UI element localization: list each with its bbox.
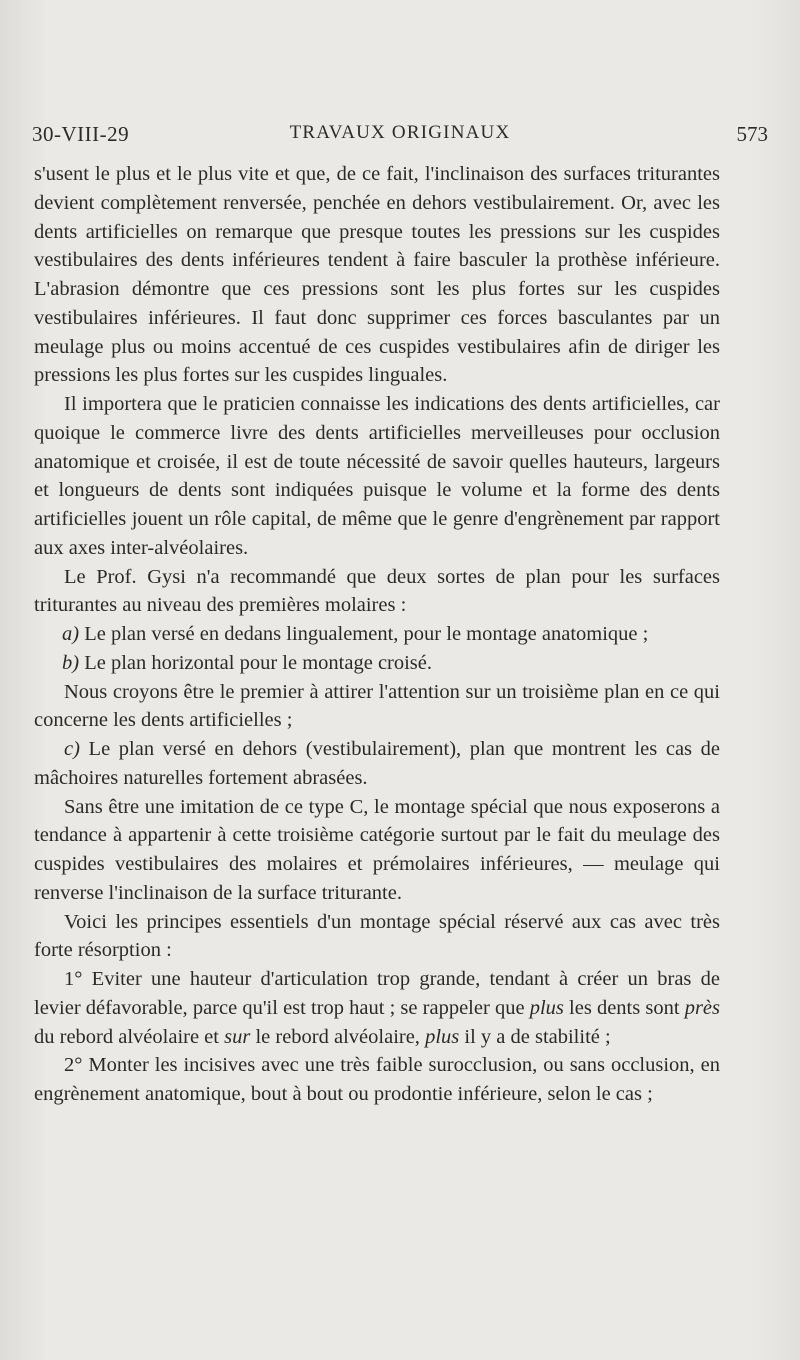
paragraph-abrasion: s'usent le plus et le plus vite et que, de ce fait, l'inclinaison des surfaces triturantes devient complètement renversée, penchée en dehors vestibulairement. Or, avec les dents artificielles on remarque que presque toutes les pressions sur les cuspides vestibulaires des dents inférieures tendent à faire basculer la prothèse inférieure. L'abrasion démontre que ces pressions sont les plus fortes sur les cuspides vestibulaires inférieures. Il faut donc supprimer ces forces basculantes par un meulage plus ou moins accentué de ces cuspides vestibulaires afin de diriger les pressions les plus fortes sur les cuspides linguales. xyxy=(34,163,720,387)
principle-1-plus: plus xyxy=(529,996,564,1019)
principle-1-text-e: il y a de stabilité ; xyxy=(459,1025,611,1048)
paragraph-indications: Il importera que le praticien connaisse les indications des dents artificielles, car quoique le commerce livre des dents artificielles merveilleuses pour occlusion anatomique et croisée, il est de toute nécessité de savoir quelles hauteurs, largeurs et longueurs de dents sont indiquées puisque le volume et la forme des dents artificielles jouent un rôle capital, de même que le genre d'engrènement par rapport aux axes inter-alvéolaires. xyxy=(34,393,720,559)
running-header xyxy=(32,122,768,152)
paragraph-gysi: Le Prof. Gysi n'a recommandé que deux sortes de plan pour les surfaces triturantes au niveau des premières molaires : xyxy=(34,565,720,617)
list-text-b: Le plan horizontal pour le montage croisé. xyxy=(84,651,433,674)
body-text xyxy=(34,160,720,1109)
principle-1-text-a: 1° Eviter une hauteur d'articulation trop grande, tendant à créer un bras de levier défavorable, parce qu'il est trop haut ; se rappeler que xyxy=(34,968,720,1019)
list-item-a xyxy=(34,620,720,649)
list-text-a: Le plan versé en dedans lingualement, pour le montage anatomique ; xyxy=(84,623,649,645)
principle-1-pres: près xyxy=(684,996,721,1019)
list-letter-a: a) xyxy=(62,623,80,645)
principle-1-sur: sur xyxy=(224,1025,251,1048)
paragraph-special-mounting: Sans être une imitation de ce type C, le montage spécial que nous exposerons a tendance à appartenir à cette troisième catégorie surtout par le fait du meulage des cuspides vestibulaires des molaires et prémolaires inférieures, — meulage qui renverse l'inclinaison de la surface triturante. xyxy=(34,795,720,904)
principle-1-plus-2: plus xyxy=(425,1025,460,1048)
principle-1 xyxy=(34,965,720,1051)
principle-1-text-c: du rebord alvéolaire et xyxy=(34,1025,225,1048)
principle-1-text-d: le rebord alvéolaire, xyxy=(250,1025,426,1048)
paragraph-principles-intro: Voici les principes essentiels d'un montage spécial réservé aux cas avec très forte résorption : xyxy=(34,910,720,962)
list-text-c: Le plan versé en dehors (vestibulairement), plan que montrent les cas de mâchoires naturelles fortement abrasées. xyxy=(34,738,720,789)
principle-1-text-b: les dents sont xyxy=(563,996,685,1019)
principle-2: 2° Monter les incisives avec une très faible surocclusion, ou sans occlusion, en engrènement anatomique, bout à bout ou prodontie inférieure, selon le cas ; xyxy=(34,1054,720,1105)
paragraph-third-plan: Nous croyons être le premier à attirer l'attention sur un troisième plan en ce qui concerne les dents artificielles ; xyxy=(34,680,720,732)
header-date: 30-VIII-29 xyxy=(32,122,130,146)
page-number: 573 xyxy=(736,122,768,146)
header-section-title: TRAVAUX ORIGINAUX xyxy=(289,122,511,143)
list-item-c xyxy=(34,735,720,793)
list-item-b xyxy=(34,649,720,678)
list-letter-c: c) xyxy=(64,738,80,760)
list-letter-b: b) xyxy=(62,651,80,674)
